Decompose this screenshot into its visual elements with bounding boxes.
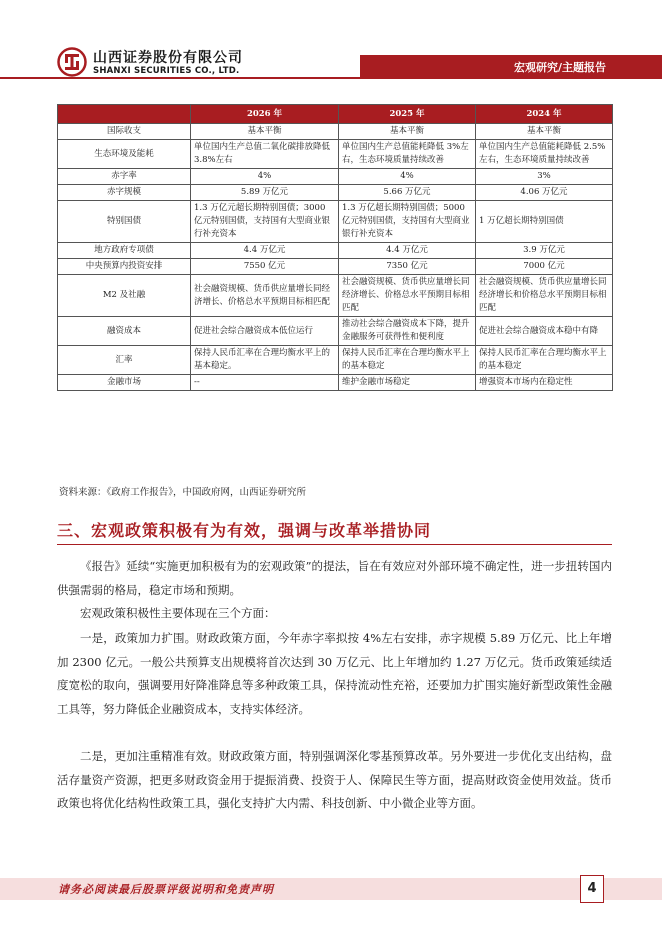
table-cell: 7550 亿元 xyxy=(191,259,339,275)
table-cell: 推动社会综合融资成本下降，提升金融服务可获得性和便利度 xyxy=(339,317,476,346)
header-accent-bar xyxy=(360,55,662,77)
table-row xyxy=(58,317,613,346)
table-cell: -- xyxy=(191,375,339,391)
table-cell: 基本平衡 xyxy=(191,124,339,140)
table-row xyxy=(58,201,613,243)
table-cell: 增强资本市场内在稳定性 xyxy=(476,375,613,391)
company-name-cn: 山西证券股份有限公司 xyxy=(93,50,243,66)
row-label: 融资成本 xyxy=(58,317,191,346)
table-cell: 4.4 万亿元 xyxy=(339,243,476,259)
table-row xyxy=(58,243,613,259)
table-cell: 社会融资规模、货币供应量增长同经济增长、价格总水平预期目标相匹配 xyxy=(191,275,339,317)
table-row xyxy=(58,346,613,375)
table-cell: 社会融资规模、货币供应量增长同经济增长、价格总水平预期目标相匹配 xyxy=(339,275,476,317)
table-cell: 促进社会综合融资成本稳中有降 xyxy=(476,317,613,346)
footer-disclaimer: 请务必阅读最后股票评级说明和免责声明 xyxy=(58,883,274,896)
row-label: 生态环境及能耗 xyxy=(58,140,191,169)
row-label: 赤字率 xyxy=(58,169,191,185)
table-row xyxy=(58,275,613,317)
table-cell: 1.3 万亿超长期特别国债；5000 亿元特别国债，支持国有大型商业银行补充资本 xyxy=(339,201,476,243)
table-cell: 5.89 万亿元 xyxy=(191,185,339,201)
table-cell: 1.3 万亿元超长期特别国债；3000 亿元特别国债，支持国有大型商业银行补充资本 xyxy=(191,201,339,243)
body-paragraph: 宏观政策积极性主要体现在三个方面： xyxy=(80,606,276,620)
header-divider xyxy=(0,77,662,79)
row-label: 汇率 xyxy=(58,346,191,375)
page-header xyxy=(0,0,662,92)
table-row xyxy=(58,185,613,201)
company-name-en: SHANXI SECURITIES CO., LTD. xyxy=(93,66,240,76)
table-row xyxy=(58,375,613,391)
table-cell: 单位国内生产总值能耗降低 2.5%左右，生态环境质量持续改善 xyxy=(476,140,613,169)
row-label: 国际收支 xyxy=(58,124,191,140)
table-cell: 5.66 万亿元 xyxy=(339,185,476,201)
table-cell: 3.9 万亿元 xyxy=(476,243,613,259)
table-header-row xyxy=(58,105,613,124)
table-cell: 单位国内生产总值二氧化碳排放降低 3.8%左右 xyxy=(191,140,339,169)
table-cell: 维护金融市场稳定 xyxy=(339,375,476,391)
body-paragraph: 《报告》延续“实施更加积极有为的宏观政策”的提法，旨在有效应对外部环境不确定性，进一步扭转国内供强需弱的格局，稳定市场和预期。 xyxy=(57,559,612,597)
table-cell: 7350 亿元 xyxy=(339,259,476,275)
table-cell: 4% xyxy=(191,169,339,185)
row-label: 特别国债 xyxy=(58,201,191,243)
table-cell: 7000 亿元 xyxy=(476,259,613,275)
row-label: 中央预算内投资安排 xyxy=(58,259,191,275)
row-label: 地方政府专项债 xyxy=(58,243,191,259)
table-source-note: 资料来源：《政府工作报告》，中国政府网，山西证券研究所 xyxy=(59,487,307,498)
section-title: 三、宏观政策积极有为有效，强调与改革举措协同 xyxy=(57,521,432,540)
body-paragraph: 一是，政策加力扩围。财政政策方面，今年赤字率拟按 4%左右安排，赤字规模 5.89 万亿元、比上年增加 2300 亿元。一般公共预算支出规模将首次达到 30 万亿元、比上年增加约 1.27 万亿元。货币政策延续适度宽松的取向，强调要用好降准降息等多种政策工具，保持流动性充裕，还要加力扩围实施好新型政策性金融工具等，努力降低企业融资成本，支持实体经济。 xyxy=(57,631,612,716)
table-cell: 3% xyxy=(476,169,613,185)
report-type-tag: 宏观研究/主题报告 xyxy=(513,61,606,74)
column-header: 2025 年 xyxy=(339,105,476,124)
section-divider xyxy=(57,544,612,545)
column-header: 2024 年 xyxy=(476,105,613,124)
body-paragraph: 二是，更加注重精准有效。财政政策方面，特别强调深化零基预算改革。另外要进一步优化支出结构，盘活存量资产资源，把更多财政资金用于提振消费、投资于人、保障民生等方面，提高财政资金使用效益。货币政策也将优化结构性政策工具，强化支持扩大内需、科技创新、中小微企业等方面。 xyxy=(57,749,612,810)
table-cell: 保持人民币汇率在合理均衡水平上的基本稳定 xyxy=(339,346,476,375)
table-row xyxy=(58,124,613,140)
table-cell: 4% xyxy=(339,169,476,185)
column-header: 2026 年 xyxy=(191,105,339,124)
row-label: M2 及社融 xyxy=(58,275,191,317)
table-cell: 4.06 万亿元 xyxy=(476,185,613,201)
table-cell: 4.4 万亿元 xyxy=(191,243,339,259)
table-cell: 1 万亿超长期特别国债 xyxy=(476,201,613,243)
row-label: 赤字规模 xyxy=(58,185,191,201)
company-logo-icon xyxy=(57,47,87,77)
table-cell: 社会融资规模、货币供应量增长同经济增长和价格总水平预期目标相匹配 xyxy=(476,275,613,317)
column-header xyxy=(58,105,191,124)
policy-comparison-table xyxy=(57,104,613,391)
table-cell: 基本平衡 xyxy=(339,124,476,140)
row-label: 金融市场 xyxy=(58,375,191,391)
table-cell: 基本平衡 xyxy=(476,124,613,140)
page-number: 4 xyxy=(580,875,604,903)
table-cell: 促进社会综合融资成本低位运行 xyxy=(191,317,339,346)
table-cell: 单位国内生产总值能耗降低 3%左右，生态环境质量持续改善 xyxy=(339,140,476,169)
table-cell: 保持人民币汇率在合理均衡水平上的基本稳定。 xyxy=(191,346,339,375)
table-row xyxy=(58,140,613,169)
table-row xyxy=(58,259,613,275)
table-row xyxy=(58,169,613,185)
table-cell: 保持人民币汇率在合理均衡水平上的基本稳定 xyxy=(476,346,613,375)
